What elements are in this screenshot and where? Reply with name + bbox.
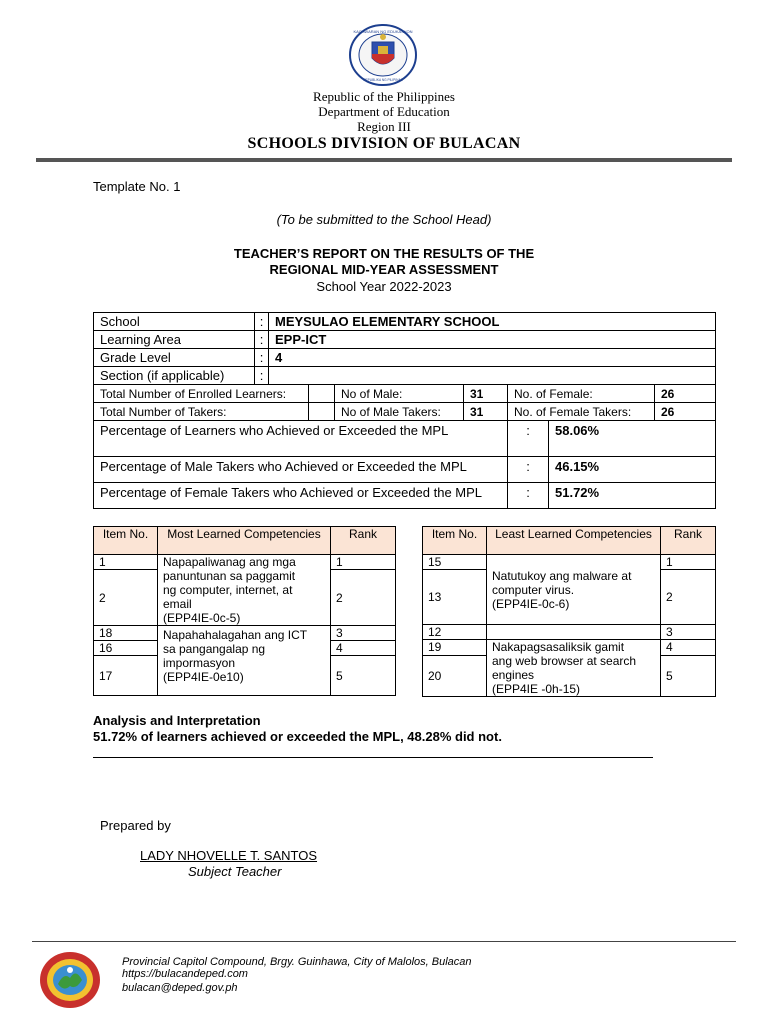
male-takers-label: No of Male Takers: bbox=[335, 403, 464, 421]
pct-female-value: 51.72% bbox=[549, 483, 716, 509]
competency-line: (EPP4IE-0c-5) bbox=[163, 611, 241, 625]
analysis-heading: Analysis and Interpretation bbox=[93, 713, 261, 728]
learning-area-label: Learning Area bbox=[94, 331, 255, 349]
table-row bbox=[423, 625, 716, 640]
section-value bbox=[269, 367, 716, 385]
item-no: 12 bbox=[423, 625, 487, 640]
teacher-name: LADY NHOVELLE T. SANTOS bbox=[140, 848, 318, 863]
template-number: Template No. 1 bbox=[93, 179, 181, 194]
takers-label: Total Number of Takers: bbox=[94, 403, 309, 421]
least-rank-header: Rank bbox=[661, 527, 716, 555]
pct-all-row bbox=[94, 421, 716, 457]
least-learned-header bbox=[423, 527, 716, 555]
pct-female-row bbox=[94, 483, 716, 509]
competency-cell bbox=[487, 640, 661, 697]
school-year: School Year 2022-2023 bbox=[316, 279, 452, 294]
deped-seal-logo bbox=[348, 24, 418, 86]
most-item-header: Item No. bbox=[94, 527, 158, 555]
submit-note: (To be submitted to the School Head) bbox=[276, 212, 492, 227]
header-region: Region III bbox=[357, 119, 411, 134]
competency-line: (EPP4IE-0c-6) bbox=[492, 596, 570, 611]
analysis-text: 51.72% of learners achieved or exceeded the MPL, 48.28% did not. bbox=[93, 729, 502, 744]
item-no: 16 bbox=[94, 641, 158, 656]
pct-male-row bbox=[94, 457, 716, 483]
school-label: School bbox=[94, 313, 255, 331]
competency-line: Natutukoy ang malware at bbox=[492, 568, 632, 583]
item-no: 18 bbox=[94, 626, 158, 641]
item-no: 2 bbox=[94, 570, 158, 626]
competency-line: ng computer, internet, at bbox=[163, 583, 293, 597]
female-takers-value: 26 bbox=[655, 403, 716, 421]
rank: 1 bbox=[661, 555, 716, 570]
header-divider bbox=[36, 158, 732, 162]
female-value: 26 bbox=[655, 385, 716, 403]
report-title-line2: REGIONAL MID-YEAR ASSESSMENT bbox=[269, 262, 499, 277]
competency-line: impormasyon bbox=[163, 656, 236, 670]
female-takers-label: No. of Female Takers: bbox=[508, 403, 655, 421]
competency-line: engines bbox=[492, 668, 535, 682]
competency-line: Napapaliwanag ang mga bbox=[163, 555, 296, 569]
learning-area-value: EPP-ICT bbox=[269, 331, 716, 349]
pct-male-value: 46.15% bbox=[549, 457, 716, 483]
colon: : bbox=[508, 457, 549, 483]
competency-line: ang web browser at search bbox=[492, 654, 637, 668]
item-no: 17 bbox=[94, 656, 158, 696]
rank: 5 bbox=[661, 655, 716, 696]
colon: : bbox=[508, 483, 549, 509]
pct-all-label: Percentage of Learners who Achieved or Exceeded the MPL bbox=[94, 421, 508, 457]
footer-email: bulacan@deped.gov.ph bbox=[122, 982, 238, 994]
item-no: 15 bbox=[423, 555, 487, 570]
competency-cell bbox=[158, 555, 331, 626]
most-rank-header: Rank bbox=[331, 527, 396, 555]
pct-all-value: 58.06% bbox=[549, 421, 716, 457]
female-label: No. of Female: bbox=[508, 385, 655, 403]
seal-subtext: REPUBLIKA NG PILIPINAS bbox=[363, 78, 403, 82]
competency-cell-empty bbox=[487, 625, 661, 640]
table-row bbox=[423, 640, 716, 656]
competency-line: Napahahalagahan ang ICT bbox=[163, 628, 308, 642]
section-label: Section (if applicable) bbox=[94, 367, 255, 385]
colon: : bbox=[255, 313, 269, 331]
section-row bbox=[94, 367, 716, 385]
competency-cell bbox=[487, 555, 661, 625]
colon: : bbox=[255, 331, 269, 349]
competency-line: (EPP4IE -0h-15) bbox=[492, 682, 581, 696]
teacher-role: Subject Teacher bbox=[188, 864, 282, 879]
prepared-by-label: Prepared by bbox=[100, 818, 171, 833]
most-learned-header bbox=[94, 527, 396, 555]
rank: 2 bbox=[661, 570, 716, 625]
bulacan-division-seal-logo bbox=[38, 950, 102, 1010]
least-comp-header: Least Learned Competencies bbox=[487, 527, 661, 555]
table-row bbox=[94, 626, 396, 641]
pct-female-label: Percentage of Female Takers who Achieved or Exceeded the MPL bbox=[94, 483, 508, 509]
competency-line: email bbox=[163, 597, 192, 611]
header-division: SCHOOLS DIVISION OF BULACAN bbox=[247, 135, 521, 152]
grade-row bbox=[94, 349, 716, 367]
seal-text: KAGAWARAN NG EDUKASYON bbox=[353, 29, 413, 34]
enrolled-row bbox=[94, 385, 716, 403]
table-row bbox=[423, 555, 716, 570]
table-row bbox=[94, 555, 396, 570]
grade-value: 4 bbox=[269, 349, 716, 367]
least-item-header: Item No. bbox=[423, 527, 487, 555]
school-value: MEYSULAO ELEMENTARY SCHOOL bbox=[269, 313, 716, 331]
competency-line: Nakapagsasaliksik gamit bbox=[492, 640, 625, 654]
pct-male-label: Percentage of Male Takers who Achieved or Exceeded the MPL bbox=[94, 457, 508, 483]
male-value: 31 bbox=[464, 385, 508, 403]
least-learned-table bbox=[422, 526, 716, 697]
footer-divider bbox=[32, 941, 736, 942]
rank: 4 bbox=[331, 641, 396, 656]
takers-row bbox=[94, 403, 716, 421]
colon: : bbox=[508, 421, 549, 457]
item-no: 19 bbox=[423, 640, 487, 656]
takers-value bbox=[309, 403, 335, 421]
report-title-line1: TEACHER’S REPORT ON THE RESULTS OF THE bbox=[233, 246, 535, 261]
competency-line: panuntunan sa paggamit bbox=[163, 569, 296, 583]
grade-label: Grade Level bbox=[94, 349, 255, 367]
rank: 4 bbox=[661, 640, 716, 656]
rank: 5 bbox=[331, 656, 396, 696]
competency-line: sa pangangalap ng bbox=[163, 642, 266, 656]
male-takers-value: 31 bbox=[464, 403, 508, 421]
footer-address: Provincial Capitol Compound, Brgy. Guinhawa, City of Malolos, Bulacan bbox=[122, 956, 472, 968]
rank: 3 bbox=[331, 626, 396, 641]
item-no: 20 bbox=[423, 655, 487, 696]
learning-area-row bbox=[94, 331, 716, 349]
footer-website: https://bulacandeped.com bbox=[122, 968, 248, 980]
competency-line: (EPP4IE-0e10) bbox=[163, 670, 244, 684]
analysis-underline bbox=[93, 757, 653, 758]
school-info-table bbox=[93, 312, 716, 509]
rank: 3 bbox=[661, 625, 716, 640]
colon: : bbox=[255, 367, 269, 385]
competency-cell bbox=[158, 626, 331, 696]
header-department: Department of Education bbox=[318, 104, 450, 119]
rank: 1 bbox=[331, 555, 396, 570]
most-learned-table bbox=[93, 526, 396, 696]
competency-line: computer virus. bbox=[492, 582, 575, 597]
item-no: 13 bbox=[423, 570, 487, 625]
enrolled-label: Total Number of Enrolled Learners: bbox=[94, 385, 309, 403]
most-comp-header: Most Learned Competencies bbox=[158, 527, 331, 555]
enrolled-value bbox=[309, 385, 335, 403]
header-republic: Republic of the Philippines bbox=[313, 89, 455, 104]
colon: : bbox=[255, 349, 269, 367]
male-label: No of Male: bbox=[335, 385, 464, 403]
item-no: 1 bbox=[94, 555, 158, 570]
school-row bbox=[94, 313, 716, 331]
rank: 2 bbox=[331, 570, 396, 626]
